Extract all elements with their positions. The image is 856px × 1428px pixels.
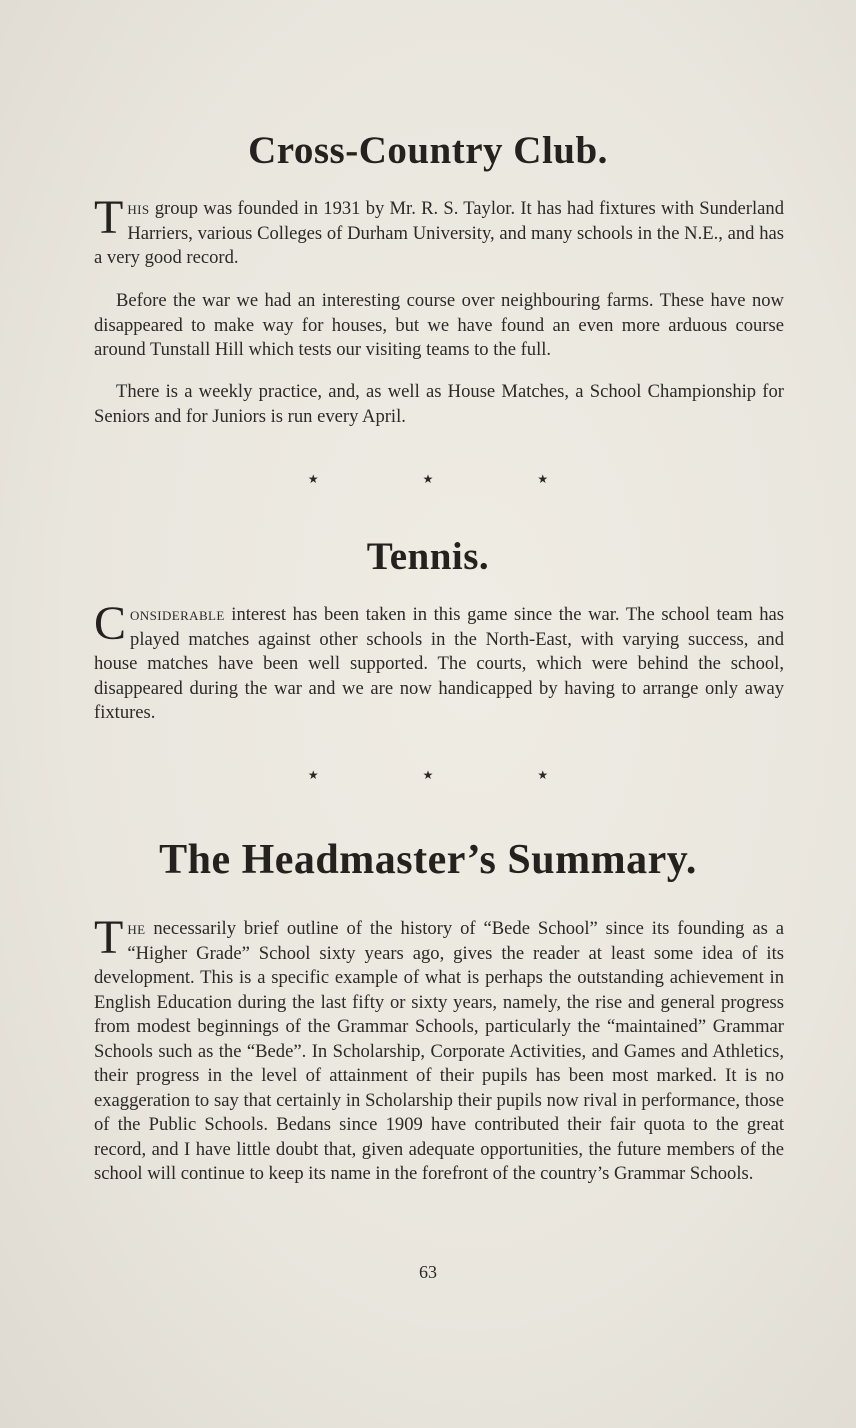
page-number: 63 [419,1262,437,1282]
paragraph-text: interest has been taken in this game since the war. The school team has played matches against other schools in the North-East, with varying success, and house matches have been well supported. The courts, which were behind the school, disappeared during the war and we are now handicapped by having to arrange only away fixtures. [94,604,784,723]
star-icon: ★ [537,768,549,782]
lead-in-word: his [127,198,150,219]
section-separator [0,472,856,487]
star-icon: ★ [537,472,549,486]
drop-cap: T [94,191,124,244]
section-separator [0,768,856,783]
cross-country-paragraph-2: Before the war we had an interesting course over neighbouring farms. These have now disappeared to make way for houses, but we have found an even more arduous course around Tunstall Hill which tests our visiting teams to the full. [94,290,784,360]
cross-country-paragraph-3: There is a weekly practice, and, as well as House Matches, a School Championship for Seniors and for Juniors is run every April. [94,381,784,427]
star-icon: ★ [422,768,434,782]
drop-cap: C [94,597,127,650]
cross-country-paragraph-1 [94,191,784,271]
tennis-paragraph-1 [94,597,784,726]
star-icon: ★ [307,768,319,782]
tennis-heading: Tennis. [366,535,490,578]
paragraph-text: group was founded in 1931 by Mr. R. S. Taylor. It has had fixtures with Sunderland Harriers, various Colleges of Durham University, and many schools in the N.E., and has a very good record. [94,198,784,268]
cross-country-heading: Cross-Country Club. [248,129,608,172]
star-icon: ★ [422,472,434,486]
lead-in-word: he [127,918,146,939]
lead-in-word: onsiderable [130,604,225,625]
summary-paragraph-1 [94,911,784,1187]
paragraph-text: necessarily brief outline of the history of “Bede School” since its founding as a “Higher Grade” School sixty years ago, gives the reader at least some idea of its development. This is a specific example of what is perhaps the outstanding achievement in English Education during the last fifty or sixty years, namely, the rise and general progress from modest beginnings of the Grammar Schools, particularly the “maintained” Grammar Schools such as the “Bede”. In Scholarship, Corporate Activities, and Games and Athletics, their progress in the level of attainment of their pupils has been most marked. It is no exaggeration to say that certainly in Scholarship their pupils now rival in performance, those of the Public Schools. Bedans since 1909 have contributed their fair quota to the great record, and I have little doubt that, given adequate opportunities, the future members of the school will continue to keep its name in the forefront of the country’s Grammar Schools. [94,918,784,1184]
summary-heading: The Headmaster’s Summary. [159,837,697,883]
star-icon: ★ [307,472,319,486]
drop-cap: T [94,911,124,964]
